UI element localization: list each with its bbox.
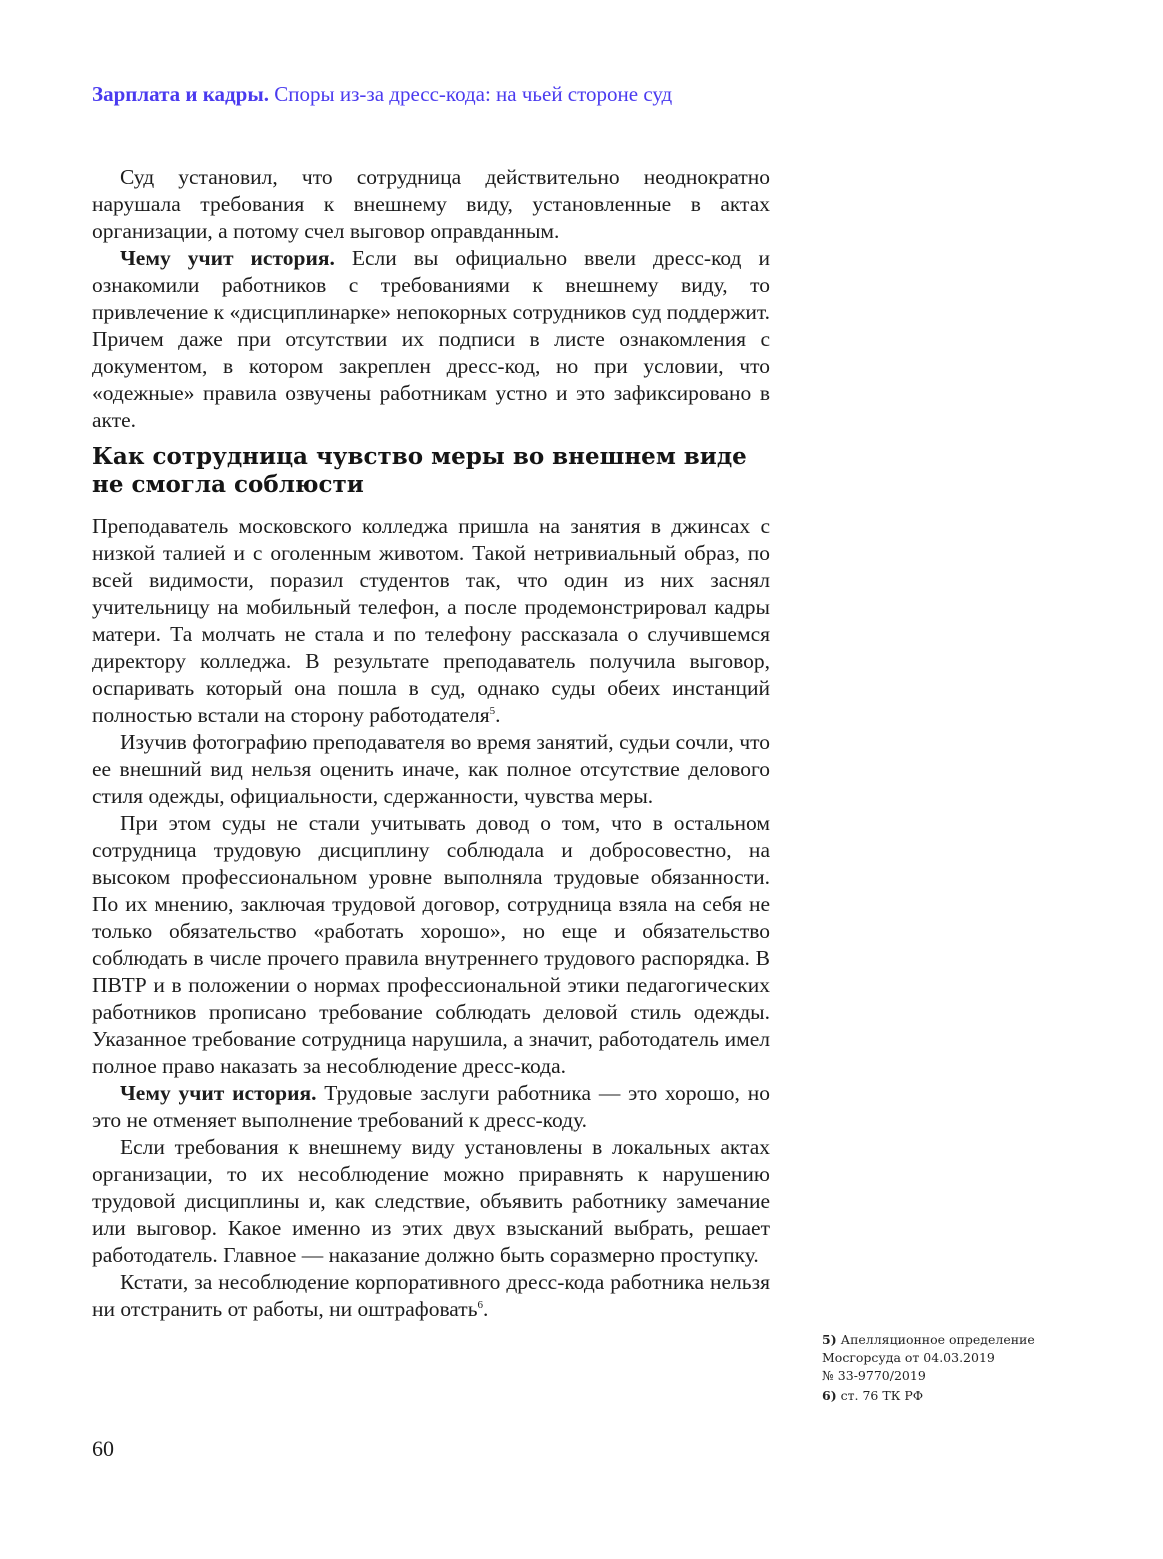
lesson-text: Трудовые заслуги работника — это хорошо, но это не отменяет выполнение требований к дресс-коду.: [92, 1081, 770, 1132]
footnotes: [822, 1331, 1072, 1405]
section-heading: Как сотрудница чувство меры во внешнем виде не смогла соблюсти: [92, 443, 747, 498]
paragraph: Суд установил, что сотрудница действительно неоднократно нарушала требования к внешнему виду, установленные в актах организации, а потому счел выговор оправданным.: [92, 165, 770, 243]
footnote: 5) Апелляционное определение Мосгорсуда от 04.03.2019 № 33-9770/2019: [822, 1332, 1035, 1383]
section-body: [92, 513, 770, 1323]
intro-block: [92, 164, 770, 434]
running-header: [92, 82, 672, 107]
footnote-number: 5): [822, 1332, 837, 1347]
footnote-ref[interactable]: 5: [489, 704, 496, 717]
page-number: 60: [92, 1436, 114, 1461]
lesson-paragraph: [92, 245, 770, 434]
paragraph: Кстати, за несоблюдение корпоративного дресс-кода работника нельзя ни отстранить от работы, ни оштрафовать$^6$.: [92, 1270, 770, 1321]
header-title: Споры из-за дресс-кода: на чьей стороне суд: [274, 82, 673, 106]
paragraph: При этом суды не стали учитывать довод о том, что в остальном сотрудница трудовую дисциплину соблюдала и добросовестно, на высоком профессиональном уровне выполняла трудовые обязанности. По их мнению, заключая трудовой договор, сотрудница взяла на себя не только обязательство «работать хорошо», но еще и обязательство соблюдать в числе прочего правила внутреннего трудового распорядка. В ПВТР и в положении о нормах профессиональной этики педагогических работников прописано требование соблюдать деловой стиль одежды. Указанное требование сотрудница нарушила, а значит, работодатель имел полное право наказать за несоблюдение дресс-кода.: [92, 811, 770, 1078]
lesson-text: Если вы официально ввели дресс-код и ознакомили работников с требованиями к внешнему виду, то привлечение к «дисциплинарке» непокорных сотрудников суд поддержит. Причем даже при отсутствии их подписи в листе ознакомления с документом, в котором закреплен дресс-код, но при условии, что «одежные» правила озвучены работникам устно и это зафиксировано в акте.: [92, 246, 770, 432]
footnote-ref[interactable]: 6: [477, 1298, 483, 1311]
lesson-label: Чему учит история.: [120, 246, 335, 270]
paragraph: Если требования к внешнему виду установлены в локальных актах организации, то их несоблюдение можно приравнять к нарушению трудовой дисциплины и, как следствие, объявить работнику замечание или выговор. Какое именно из этих двух взысканий выбрать, решает работодатель. Главное — наказание должно быть соразмерно проступку.: [92, 1135, 770, 1267]
lesson-label: Чему учит история.: [120, 1081, 317, 1105]
lesson-paragraph: [92, 1080, 770, 1134]
paragraph: Изучив фотографию преподавателя во время занятий, судьи сочли, что ее внешний вид нельзя оценить иначе, как полное отсутствие делового стиля одежды, официальности, сдержанности, чувства меры.: [92, 730, 770, 808]
header-section: Зарплата и кадры.: [92, 82, 270, 106]
footnote-number: 6): [822, 1388, 837, 1403]
paragraph: Преподаватель московского колледжа пришла на занятия в джинсах с низкой талией и с оголенным животом. Такой нетривиальный образ, по всей видимости, поразил студентов так, что один из них заснял учительницу на мобильный телефон, а после продемонстрировал кадры матери. Та молчать не стала и по телефону рассказала о случившемся директору колледжа. В результате преподаватель получила выговор, оспаривать который она пошла в суд, однако суды обеих инстанций полностью встали на сторону работодателя$^5$.: [92, 514, 770, 727]
footnote: 6) ст. 76 ТК РФ: [822, 1388, 924, 1403]
